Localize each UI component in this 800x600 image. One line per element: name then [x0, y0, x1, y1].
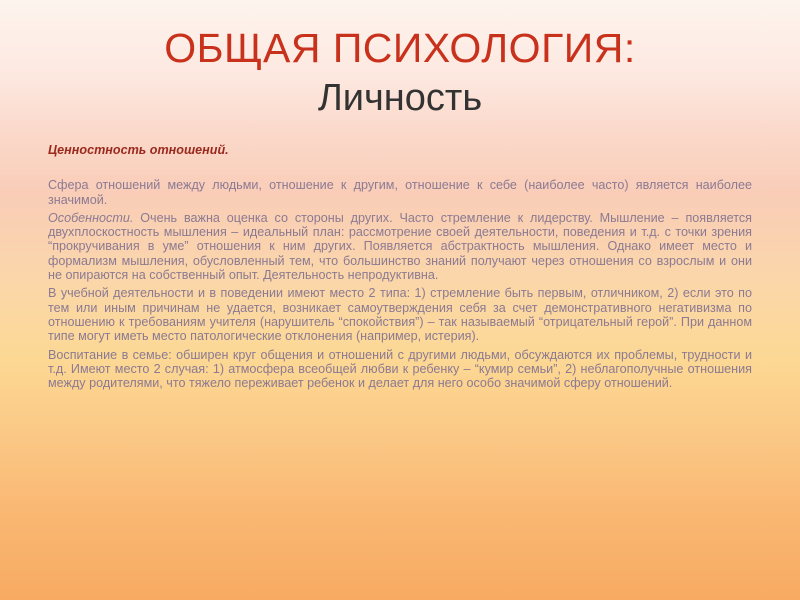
paragraph-1 — [48, 178, 752, 207]
slide-title — [0, 22, 800, 122]
slide-body — [48, 143, 752, 394]
section-heading: Ценностность отношений. — [48, 143, 229, 157]
title-line-2: Личность — [317, 77, 483, 119]
paragraph-2-lead: Особенности. — [48, 210, 134, 225]
title-line-1: ОБЩАЯ ПСИХОЛОГИЯ: — [164, 25, 636, 71]
paragraph-1-text: Сфера отношений между людьми, отношение к другим, отношение к себе (наиболее часто) является наиболее значимой. — [48, 178, 752, 207]
paragraph-2 — [48, 211, 752, 282]
paragraph-4-text: Воспитание в семье: обширен круг общения и отношений с другими людьми, обсуждаются их проблемы, трудности и т.д. Имеют место 2 случая: 1) атмосфера всеобщей любви к ребенку – “кумир семьи”, 2) неблагополучные отношения между родителями, что тяжело переживает ребенок и делает для него особо значимой сферу отношений. — [48, 347, 752, 391]
paragraph-2-text: Очень важна оценка со стороны других. Часто стремление к лидерству. Мышление – появляется двухплоскостность мышления – идеальный план: рассмотрение своей деятельности, поведения и т.д. с точки зрения “прокручивания в уме” отношения к ним других. Появляется абстрактность мышления. Однако имеет место и формализм мышления, обусловленный тем, что большинство знаний получают через отношения со взрослым и они не опираются на собственный опыт. Деятельность непродуктивна. — [48, 210, 752, 283]
paragraph-3 — [48, 286, 752, 343]
paragraph-4 — [48, 348, 752, 391]
paragraph-3-text: В учебной деятельности и в поведении имеют место 2 типа: 1) стремление быть первым, отличником, 2) если это по тем или иным причинам не удается, возникает самоутверждения себя за счет демонстративного негативизма по отношению к требованиям учителя (нарушитель “спокойствия”) – так называемый “отрицательный герой”. При данном типе могут иметь место патологические отклонения (например, истерия). — [48, 286, 752, 344]
